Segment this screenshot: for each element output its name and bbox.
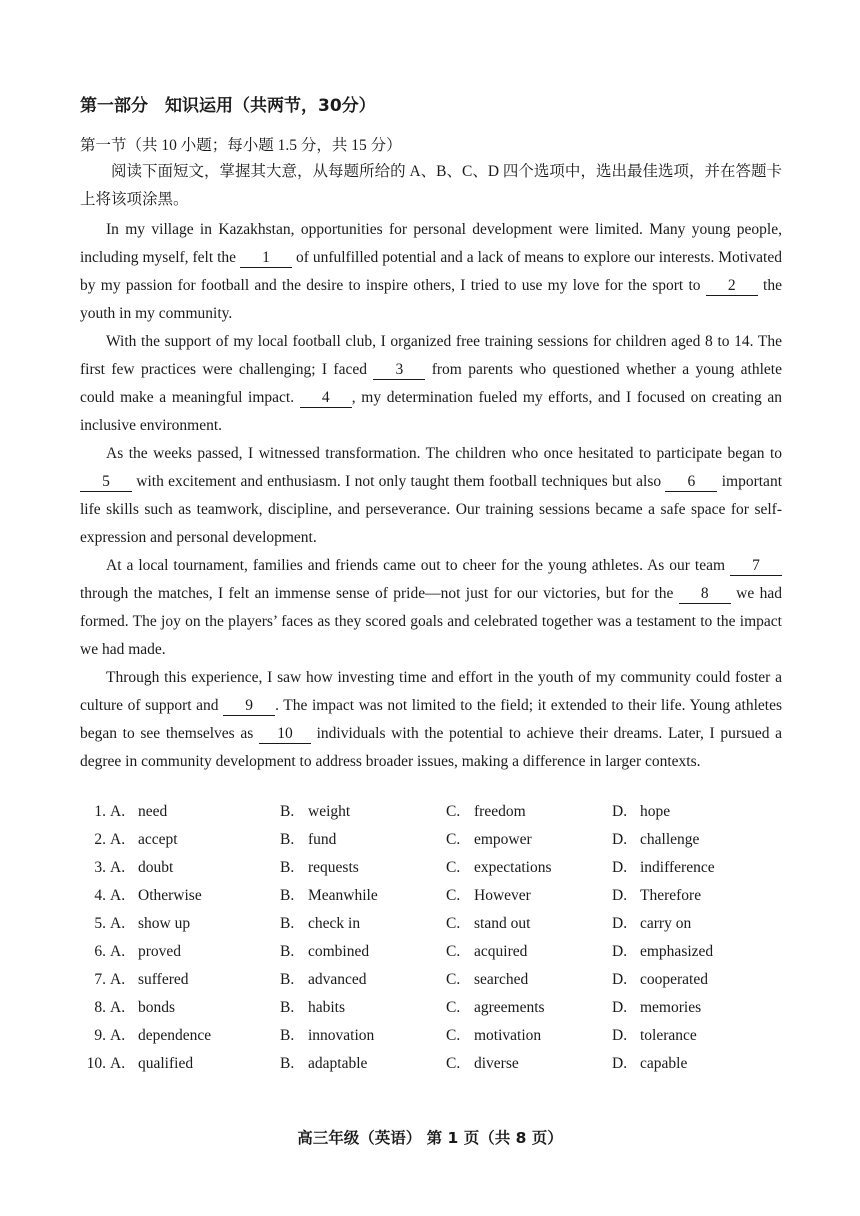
option-text: expectations — [474, 859, 552, 876]
option-d — [612, 1050, 762, 1078]
option-d — [612, 966, 762, 994]
passage-text: from parents who questioned whether a young athlete could make a meaningful impact. — [80, 361, 782, 406]
option-text: accept — [138, 831, 178, 848]
question-row — [82, 994, 782, 1022]
passage-paragraph — [80, 216, 782, 328]
option-text: However — [474, 887, 531, 904]
option-c — [446, 854, 612, 882]
blank-3: 3 — [373, 361, 425, 380]
blank-1: 1 — [240, 249, 292, 268]
option-d — [612, 882, 762, 910]
option-text: Otherwise — [138, 887, 202, 904]
instruction-text: 阅读下面短文，掌握其大意，从每题所给的 A、B、C、D 四个选项中，选出最佳选项，并在答题卡上将该项涂黑。 — [80, 163, 782, 208]
passage-text: , my determination fueled my efforts, and I focused on creating an inclusive environment. — [80, 389, 782, 434]
option-c — [446, 798, 612, 826]
question-number: 5. — [94, 915, 106, 932]
option-letter: D. — [612, 943, 628, 960]
option-letter: B. — [280, 1055, 295, 1072]
option-c — [446, 882, 612, 910]
option-c — [446, 938, 612, 966]
option-letter: C. — [446, 803, 461, 820]
passage-text: In my village in Kazakhstan, opportunities for personal development were limited. Many young people, including myself, felt the — [80, 221, 782, 266]
question-number: 3. — [94, 859, 106, 876]
option-letter: A. — [110, 999, 126, 1016]
option-a — [110, 854, 280, 882]
option-b — [280, 882, 446, 910]
passage-text: of unfulfilled potential and a lack of means to explore our interests. Motivated by my passion for football and the desire to inspire others, I tried to use my love for the sport to — [80, 249, 782, 294]
option-letter: A. — [110, 1027, 126, 1044]
question-row — [82, 966, 782, 994]
option-b — [280, 966, 446, 994]
passage-text: At a local tournament, families and friends came out to cheer for the young athletes. As our team — [106, 557, 730, 574]
option-letter: D. — [612, 887, 628, 904]
option-letter: D. — [612, 831, 628, 848]
option-letter: A. — [110, 831, 126, 848]
option-c — [446, 994, 612, 1022]
question-row — [82, 826, 782, 854]
option-letter: C. — [446, 1055, 461, 1072]
option-text: capable — [640, 1055, 688, 1072]
option-letter: A. — [110, 887, 126, 904]
option-letter: C. — [446, 887, 461, 904]
option-text: proved — [138, 943, 182, 960]
option-letter: A. — [110, 1055, 126, 1072]
section-title: 第一节（共 10 小题；每小题 1.5 分，共 15 分） — [80, 137, 402, 154]
option-d — [612, 994, 762, 1022]
option-letter: C. — [446, 831, 461, 848]
option-letter: A. — [110, 803, 126, 820]
option-a — [110, 882, 280, 910]
options-list — [82, 798, 782, 1078]
option-letter: D. — [612, 803, 628, 820]
option-text: Therefore — [640, 887, 702, 904]
option-text: diverse — [474, 1055, 519, 1072]
option-letter: B. — [280, 1027, 295, 1044]
option-text: check in — [308, 915, 361, 932]
question-number: 9. — [94, 1027, 106, 1044]
option-d — [612, 1022, 762, 1050]
option-letter: A. — [110, 859, 126, 876]
passage-text: Through this experience, I saw how investing time and effort in the youth of my community could foster a culture of support and — [80, 669, 782, 714]
option-text: tolerance — [640, 1027, 697, 1044]
question-row — [82, 854, 782, 882]
blank-6: 6 — [665, 473, 717, 492]
option-a — [110, 938, 280, 966]
passage — [80, 216, 782, 776]
option-b — [280, 1022, 446, 1050]
option-b — [280, 1050, 446, 1078]
option-b — [280, 910, 446, 938]
part-title: 第一部分 知识运用（共两节，30分） — [80, 96, 376, 116]
blank-10: 10 — [259, 725, 311, 744]
option-b — [280, 994, 446, 1022]
option-text: freedom — [474, 803, 526, 820]
option-text: searched — [474, 971, 529, 988]
option-text: cooperated — [640, 971, 708, 988]
question-number: 7. — [94, 971, 106, 988]
option-text: dependence — [138, 1027, 212, 1044]
passage-paragraph — [80, 328, 782, 440]
option-d — [612, 910, 762, 938]
option-text: fund — [308, 831, 337, 848]
question-row — [82, 938, 782, 966]
question-row — [82, 1050, 782, 1078]
blank-9: 9 — [223, 697, 275, 716]
option-c — [446, 966, 612, 994]
option-d — [612, 938, 762, 966]
option-a — [110, 910, 280, 938]
option-letter: C. — [446, 971, 461, 988]
option-letter: D. — [612, 1055, 628, 1072]
option-text: doubt — [138, 859, 174, 876]
option-letter: D. — [612, 1027, 628, 1044]
question-row — [82, 882, 782, 910]
option-letter: B. — [280, 887, 295, 904]
page-footer: 高三年级（英语） 第 1 页（共 8 页） — [297, 1129, 563, 1147]
blank-8: 8 — [679, 585, 731, 604]
passage-text: With the support of my local football club, I organized free training sessions for children aged 8 to 14. The first few practices were challenging; I faced — [80, 333, 782, 378]
option-letter: C. — [446, 1027, 461, 1044]
option-letter: B. — [280, 915, 295, 932]
option-c — [446, 1022, 612, 1050]
option-text: bonds — [138, 999, 176, 1016]
option-letter: A. — [110, 915, 126, 932]
option-text: need — [138, 803, 168, 820]
option-text: weight — [308, 803, 351, 820]
option-letter: A. — [110, 943, 126, 960]
option-text: empower — [474, 831, 532, 848]
option-a — [110, 798, 280, 826]
option-letter: D. — [612, 859, 628, 876]
option-text: acquired — [474, 943, 528, 960]
question-number: 2. — [94, 831, 106, 848]
option-text: memories — [640, 999, 702, 1016]
exam-page — [80, 92, 782, 1078]
passage-text: through the matches, I felt an immense sense of pride—not just for our victories, but for the — [80, 585, 679, 602]
option-b — [280, 826, 446, 854]
option-letter: B. — [280, 999, 295, 1016]
option-b — [280, 798, 446, 826]
option-d — [612, 854, 762, 882]
question-number: 10. — [86, 1055, 106, 1072]
option-text: requests — [308, 859, 359, 876]
option-text: suffered — [138, 971, 189, 988]
option-a — [110, 826, 280, 854]
passage-text: we had formed. The joy on the players’ faces as they scored goals and celebrated together was a testament to the impact we had made. — [80, 585, 782, 658]
option-text: innovation — [308, 1027, 375, 1044]
option-letter: C. — [446, 943, 461, 960]
option-text: qualified — [138, 1055, 194, 1072]
question-number: 6. — [94, 943, 106, 960]
question-number: 1. — [94, 803, 106, 820]
passage-paragraph — [80, 552, 782, 664]
passage-text: As the weeks passed, I witnessed transformation. The children who once hesitated to participate began to — [106, 445, 782, 462]
passage-text: . The impact was not limited to the field; it extended to their life. Young athletes began to see themselves as — [80, 697, 782, 742]
option-a — [110, 1022, 280, 1050]
question-row — [82, 910, 782, 938]
question-row — [82, 798, 782, 826]
option-letter: D. — [612, 971, 628, 988]
option-a — [110, 1050, 280, 1078]
option-text: combined — [308, 943, 370, 960]
option-letter: C. — [446, 859, 461, 876]
option-c — [446, 910, 612, 938]
option-letter: D. — [612, 999, 628, 1016]
passage-text: individuals with the potential to achieve their dreams. Later, I pursued a degree in community development to address broader issues, making a difference in larger contexts. — [80, 725, 782, 770]
option-letter: D. — [612, 915, 628, 932]
option-letter: C. — [446, 915, 461, 932]
question-number: 4. — [94, 887, 106, 904]
option-text: advanced — [308, 971, 367, 988]
option-text: motivation — [474, 1027, 542, 1044]
blank-5: 5 — [80, 473, 132, 492]
option-text: carry on — [640, 915, 692, 932]
option-c — [446, 1050, 612, 1078]
passage-text: important life skills such as teamwork, discipline, and perseverance. Our training sessions became a safe space for self-expression and personal development. — [80, 473, 782, 546]
blank-7: 7 — [730, 557, 782, 576]
option-letter: B. — [280, 831, 295, 848]
option-letter: A. — [110, 971, 126, 988]
option-text: emphasized — [640, 943, 714, 960]
option-a — [110, 994, 280, 1022]
option-letter: B. — [280, 803, 295, 820]
passage-paragraph — [80, 440, 782, 552]
passage-text: with excitement and enthusiasm. I not only taught them football techniques but also — [132, 473, 666, 490]
option-text: agreements — [474, 999, 545, 1016]
option-text: adaptable — [308, 1055, 368, 1072]
option-text: stand out — [474, 915, 531, 932]
option-d — [612, 826, 762, 854]
question-number: 8. — [94, 999, 106, 1016]
option-text: Meanwhile — [308, 887, 378, 904]
option-b — [280, 938, 446, 966]
option-text: indifference — [640, 859, 715, 876]
option-text: hope — [640, 803, 671, 820]
option-text: challenge — [640, 831, 700, 848]
option-c — [446, 826, 612, 854]
option-a — [110, 966, 280, 994]
passage-text: the youth in my community. — [80, 277, 782, 322]
option-letter: C. — [446, 999, 461, 1016]
option-letter: B. — [280, 971, 295, 988]
option-text: show up — [138, 915, 191, 932]
passage-paragraph — [80, 664, 782, 776]
option-text: habits — [308, 999, 346, 1016]
option-letter: B. — [280, 943, 295, 960]
blank-2: 2 — [706, 277, 758, 296]
blank-4: 4 — [300, 389, 352, 408]
question-row — [82, 1022, 782, 1050]
option-d — [612, 798, 762, 826]
option-letter: B. — [280, 859, 295, 876]
option-b — [280, 854, 446, 882]
